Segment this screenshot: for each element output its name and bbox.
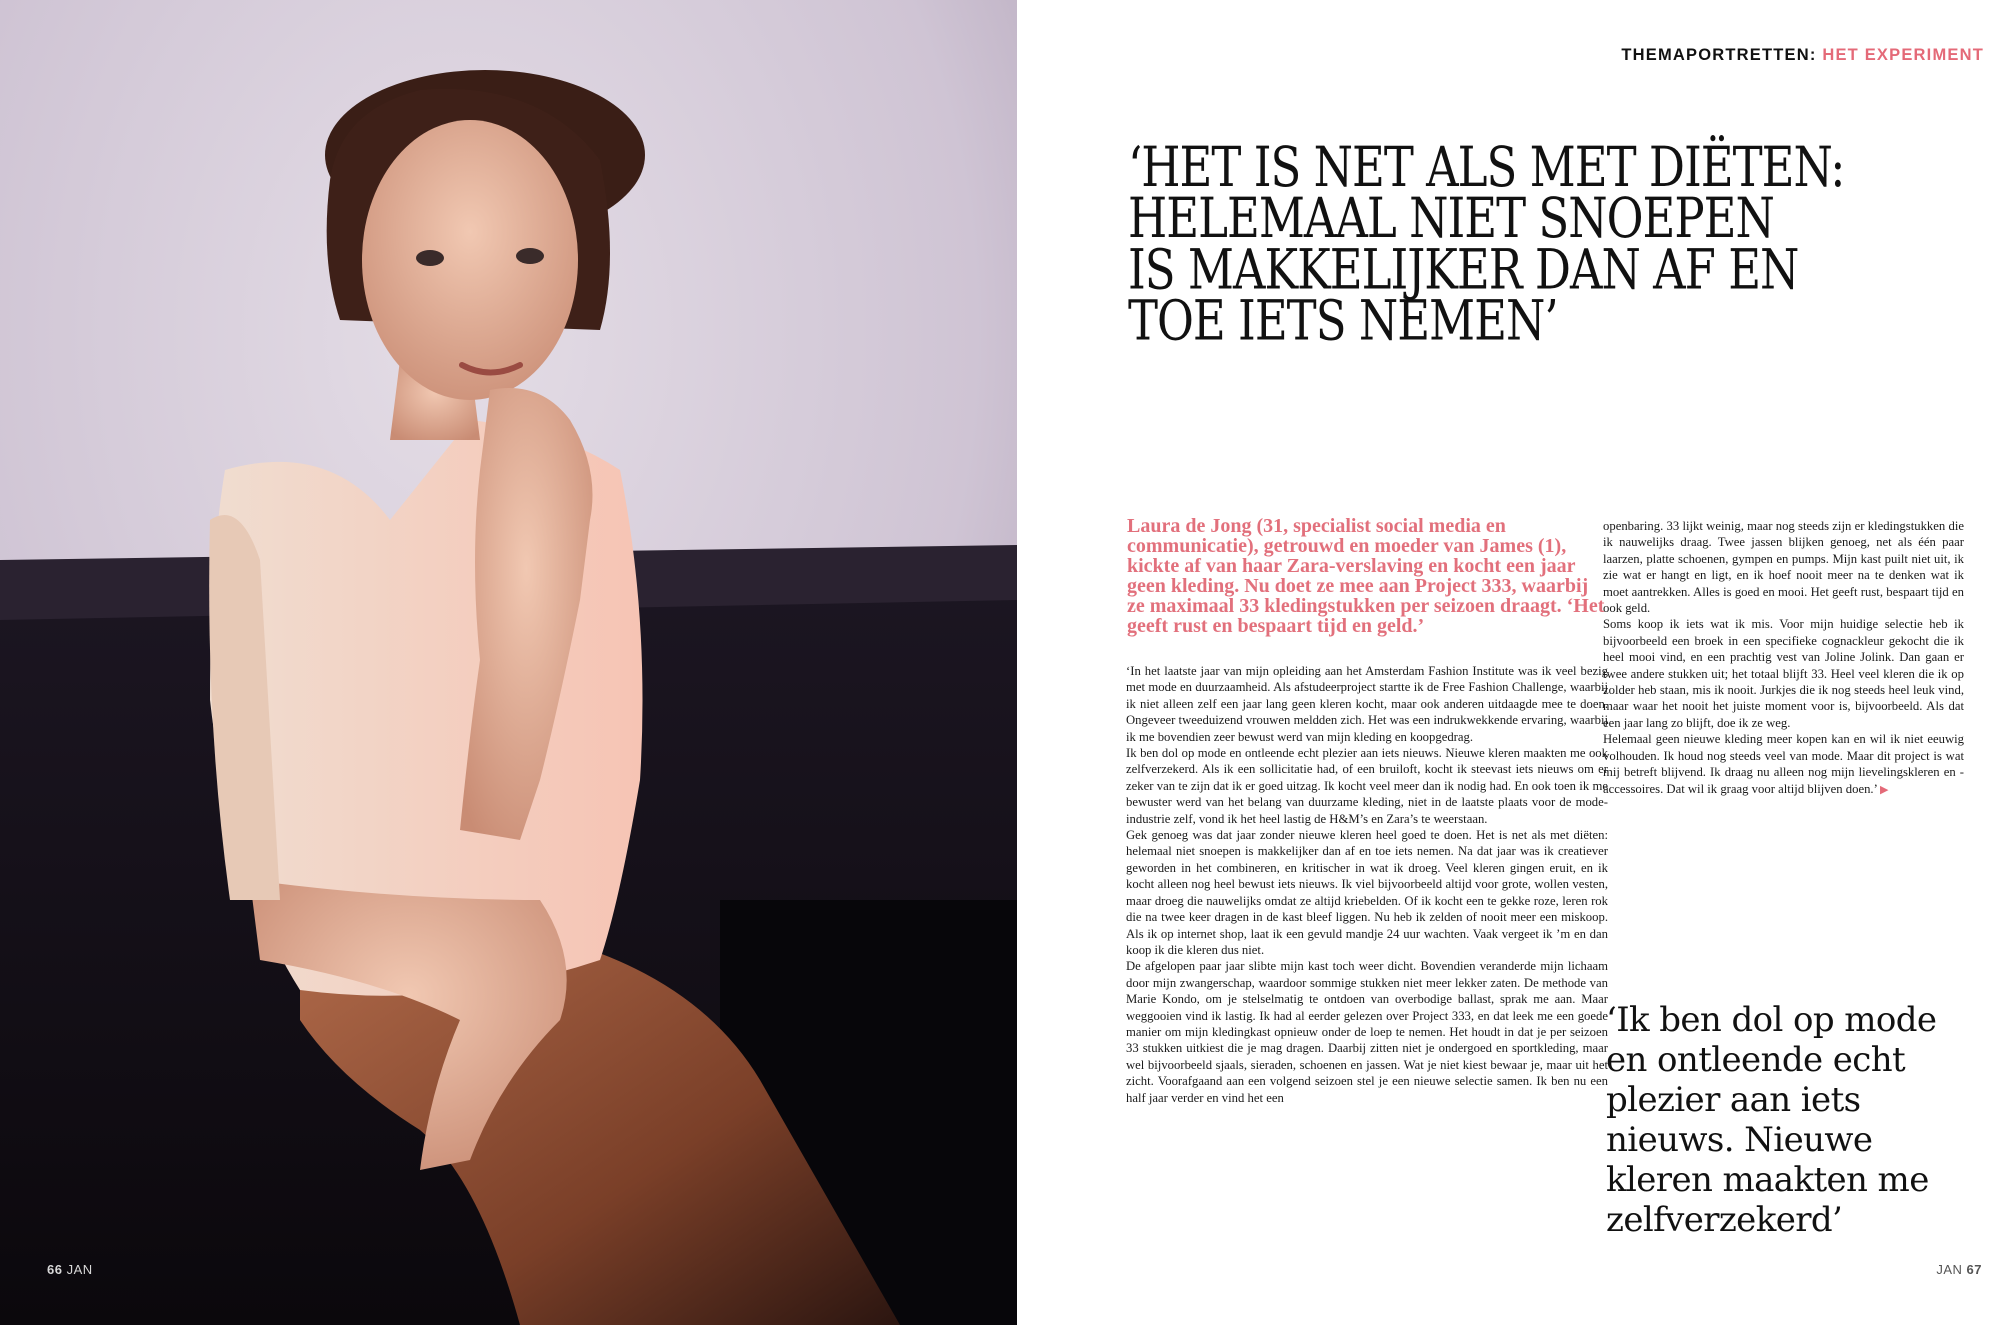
body-paragraph: openbaring. 33 lijkt weinig, maar nog steeds zijn er kledingstukken die ik nauwelijks draag. Twee jassen blijken genoeg, net als één paar laarzen, platte schoenen, gympen en pumps. Mijn kast puilt niet uit, ik zie wat er hangt en ligt, en ik hoef nooit meer na te denken wat ik moet aantrekken. Alles is goed en mooi. Het geeft rust, bespaart tijd en ook geld. [1603,519,1964,616]
body-column-1 [1126,663,1608,1106]
folio-label: JAN [1936,1262,1963,1277]
headline-line: TOE IETS NEMEN’ [1128,288,1558,354]
body-paragraph: Gek genoeg was dat jaar zonder nieuwe kleren heel goed te doen. Het is net als met diëten: helemaal niet snoepen is makkelijker dan af en toe iets nemen. Na dat jaar was ik creatiever geworden in het combineren, en kritischer in wat ik droeg. Veel kleren gingen eruit, en ik kocht alleen nog heel bewust iets nieuws. Ik viel bijvoorbeeld altijd voor grote, wollen vesten, maar droeg die nauwelijks omdat ze altijd kriebelden. Of ik kocht een te gekke roze, leren rok die na twee keer dragen in de kast bleef liggen. Nu heb ik zelden of nooit meer een miskoop. Als ik op internet shop, laat ik een gevuld mandje 24 uur wachten. Vaak vergeet ik ’m en dan koop ik die kleren dus niet. [1126,828,1608,957]
pull-quote: ‘Ik ben dol op mode en ontleende echt plezier aan iets nieuws. Nieuwe kleren maakten me zelfverzekerd’ [1606,1000,1937,1240]
page-number: 67 [1966,1262,1982,1277]
page-number: 66 [47,1262,63,1277]
headline [1128,134,1888,354]
folio-label: JAN [66,1262,93,1277]
body-paragraph: De afgelopen paar jaar slibte mijn kast toch weer dicht. Bovendien veranderde mijn lichaam door mijn zwangerschap, waardoor sommige stukken niet meer lekker zaten. De methode van Marie Kondo, om je stelselmatig te ontdoen van overbodige ballast, sprak me aan. Maar weggooien vind ik lastig. Ik had al eerder gelezen over Project 333, en dat leek me een goede manier om mijn kledingkast opnieuw onder de loep te nemen. Het houdt in dat je per seizoen 33 stukken uitkiest die je mag dragen. Daarbij zitten niet je ondergoed en sportkleding, maar wel bijvoorbeeld sjaals, sieraden, schoenen en jassen. Wat je niet kiest bewaar je, maar uit het zicht. Voorafgaand aan een volgend seizoen stel je een nieuwe selectie samen. Ik ben nu een half jaar verder en vind het een [1126,959,1608,1105]
body-paragraph: Soms koop ik iets wat ik mis. Voor mijn huidige selectie heb ik bijvoorbeeld een broek in een specifieke cognackleur gekocht die ik heel mooi vind, en een prachtig vest van Joline Jolink. Dan gaan er twee andere stukken uit; het totaal blijft 33. Heel veel kleren die ik op zolder heb staan, mis ik nooit. Jurkjes die ik nog steeds heel leuk vind, maar waar het nooit het juiste moment voor is, bijvoorbeeld. Als dat een jaar lang zo blijft, doe ik ze weg. [1603,617,1964,730]
lead-paragraph: Laura de Jong (31, specialist social media en communicatie), getrouwd en moeder van James (1), kickte af van haar Zara-verslaving en kocht een jaar geen kleding. Nu doet ze mee aan Project 333, waarbij ze maximaal 33 kledingstukken per seizoen draagt. ‘Het geeft rust en bespaart tijd en geld.’ [1127,515,1605,637]
body-paragraph: ‘In het laatste jaar van mijn opleiding aan het Amsterdam Fashion Institute was ik veel bezig met mode en duurzaamheid. Als afstudeerproject startte ik de Free Fashion Challenge, waarbij ik niet alleen zelf een jaar lang geen kleren kocht, maar ook anderen uitdaagde mee te doen. Ongeveer tweeduizend vrouwen meldden zich. Het was een indrukwekkende ervaring, waarbij ik me bovendien zeer bewust werd van mijn kleding en koopgedrag. [1126,664,1608,744]
body-paragraph: Ik ben dol op mode en ontleende echt plezier aan iets nieuws. Nieuwe kleren maakten me ook zelfverzekerd. Als ik een sollicitatie had, of een bruiloft, kocht ik steevast iets nieuws om er zeker van te zijn dat ik er goed uitzag. Ik kocht veel meer dan ik nodig had. En ook toen ik me bewuster werd van het belang van duurzame kleding, niet in de laatste plaats voor de mode-industrie zelf, vond ik het heel lastig de H&M’s en Zara’s te weerstaan. [1126,746,1608,826]
headline-line: ‘HET IS NET ALS MET DIËTEN: [1128,134,1845,200]
body-paragraph-text: Helemaal geen nieuwe kleding meer kopen kan en wil ik niet eeuwig volhouden. Ik houd nog steeds veel van mode. Maar dit project is wat mij betreft blijvend. Ik draag nu alleen nog mijn lievelingskleren en -accessoires. Dat wil ik graag voor altijd blijven doen.’ [1603,732,1964,796]
headline-line: HELEMAAL NIET SNOEPEN [1128,185,1774,251]
body-paragraph-last [1603,731,1964,798]
section-label [1621,46,1984,65]
headline-line: IS MAKKELIJKER DAN AF EN [1128,237,1799,302]
section-name: THEMAPORTRETTEN: [1621,46,1817,64]
end-mark-icon: ▶ [1880,782,1889,796]
page-number-left [47,1262,93,1277]
section-subject: HET EXPERIMENT [1822,46,1984,64]
page-number-right [1936,1262,1982,1277]
article-page [1017,0,2000,1325]
body-column-2 [1603,518,1964,798]
